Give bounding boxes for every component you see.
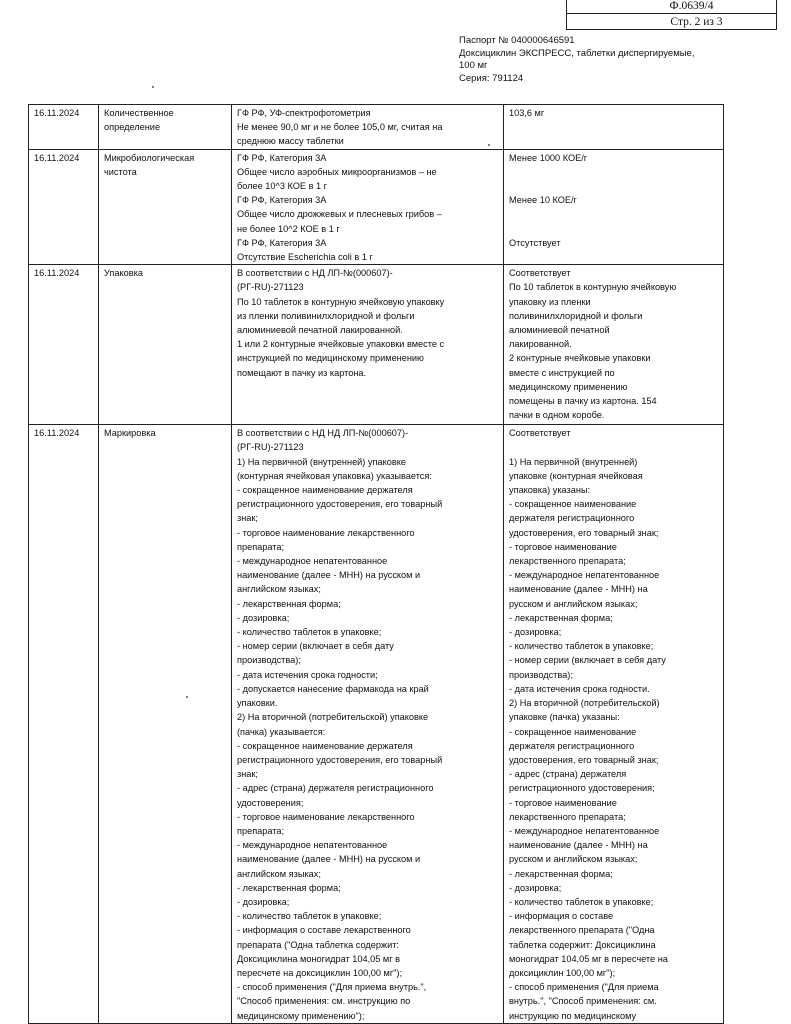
cell-text-line: - торговое наименование xyxy=(509,541,617,552)
cell-text-line: держателя регистрационного xyxy=(509,513,635,524)
cell-text-line: - количество таблеток в упаковке; xyxy=(509,641,654,652)
cell-text-line: - сокращенное наименование держателя xyxy=(237,740,413,751)
cell-text-line: ГФ РФ, Категория 3А xyxy=(237,152,327,163)
cell-text-line: - международное непатентованное xyxy=(237,840,388,851)
form-code-box xyxy=(566,0,777,30)
table-row xyxy=(29,425,724,1024)
cell-text-line: - информация о составе лекарственного xyxy=(237,925,411,936)
cell-text-line: не более 10^2 КОЕ в 1 г xyxy=(237,223,340,234)
cell-text-line: 2) На вторичной (потребительской) xyxy=(509,698,660,709)
cell-text-line: - дата истечения срока годности. xyxy=(509,683,650,694)
cell-text-line: знак; xyxy=(237,769,258,780)
cell-text-line: инструкцию по медицинскому xyxy=(509,1010,637,1021)
cell-text-line: ГФ РФ, Категория 3А xyxy=(237,195,327,206)
cell-text-line: Соответствует xyxy=(509,268,571,279)
cell-text-line: - дозировка; xyxy=(509,627,562,638)
cell-text-line: производства); xyxy=(237,655,301,666)
cell-text-line: из пленки поливинилхлоридной и фольги xyxy=(237,310,415,321)
cell-text-line: чистота xyxy=(104,166,137,177)
test-name-cell xyxy=(99,105,232,150)
cell-text-line: Количественное xyxy=(104,108,174,118)
result-cell xyxy=(504,149,724,265)
requirement-cell xyxy=(232,149,504,265)
cell-text-line: наименование (далее - МНН) на xyxy=(509,584,648,595)
cell-text-line: 16.11.2024 xyxy=(34,428,80,439)
cell-text-line: Упаковка xyxy=(104,268,143,279)
cell-text-line: (РГ-RU)-271123 xyxy=(237,282,304,293)
cell-text-line: 1 или 2 контурные ячейковые упаковки вместе с xyxy=(237,339,445,350)
cell-text-line: (РГ-RU)-271123 xyxy=(237,442,304,453)
cell-text-line: русском и английском языках; xyxy=(509,598,638,609)
cell-text-line: - количество таблеток в упаковке; xyxy=(237,627,382,638)
cell-text-line xyxy=(509,179,719,193)
date-cell xyxy=(29,149,99,265)
cell-text-line xyxy=(509,165,719,179)
cell-text-line: русском и английском языках; xyxy=(509,854,638,865)
cell-text-line: удостоверения; xyxy=(237,797,304,808)
cell-text-line: наименование (далее - МНН) на русском и xyxy=(237,570,421,581)
result-cell xyxy=(504,105,724,150)
cell-text-line: Отсутствие Escherichia coli в 1 г xyxy=(237,252,373,263)
cell-text-line: - дозировка; xyxy=(237,896,290,907)
cell-text-line: (пачка) указывается: xyxy=(237,726,326,737)
cell-text-line: Отсутствует xyxy=(509,237,561,248)
table-row xyxy=(29,265,724,425)
product-name-line1: Доксициклин ЭКСПРЕСС, таблетки диспергируемые, xyxy=(459,47,695,59)
cell-text-line: регистрационного удостоверения, его товарный xyxy=(237,499,443,510)
cell-text-line: - информация о составе xyxy=(509,911,614,922)
passport-number: Паспорт № 040000646591 xyxy=(459,35,575,46)
cell-text-line: наименование (далее - МНН) на русском и xyxy=(237,854,421,865)
cell-text-line: - лекарственная форма; xyxy=(509,868,613,879)
cell-text-line: - допускается нанесение фармакода на край xyxy=(237,683,429,694)
requirement-cell xyxy=(232,105,504,150)
cell-text-line: лекарственного препарата; xyxy=(509,556,626,567)
cell-text-line: медицинскому применению"); xyxy=(237,1010,365,1021)
date-cell xyxy=(29,425,99,1024)
cell-text-line: ГФ РФ, УФ-спектрофотометрия xyxy=(237,108,371,118)
cell-text-line: упаковке (пачка) указаны: xyxy=(509,712,620,723)
page-number: Стр. 2 из 3 xyxy=(670,16,723,28)
cell-text-line xyxy=(509,207,719,221)
cell-text-line: - сокращенное наименование xyxy=(509,726,637,737)
cell-text-line: алюминиевой печатной xyxy=(509,325,610,336)
cell-text-line: 103,6 мг xyxy=(509,108,545,118)
cell-text-line: По 10 таблеток в контурную ячейковую упаковку xyxy=(237,296,445,307)
cell-text-line: - сокращенное наименование xyxy=(509,499,637,510)
cell-text-line: Не менее 90,0 мг и не более 105,0 мг, считая на xyxy=(237,122,443,133)
passport-header xyxy=(459,35,695,85)
cell-text-line: определение xyxy=(104,122,161,133)
cell-text-line: упаковке (контурная ячейковая xyxy=(509,470,643,481)
cell-text-line: - дозировка; xyxy=(237,612,290,623)
cell-text-line: инструкцией по медицинскому применению xyxy=(237,353,424,364)
test-results-body xyxy=(29,105,724,1024)
form-code: Ф.0639/4 xyxy=(567,0,776,14)
cell-text-line: производства); xyxy=(509,669,573,680)
cell-text-line: Менее 10 КОЕ/г xyxy=(509,195,577,206)
cell-text-line: - номер серии (включает в себя дату xyxy=(237,641,394,652)
cell-text-line: - международное непатентованное xyxy=(509,570,660,581)
cell-text-line: держателя регистрационного xyxy=(509,740,635,751)
date-cell xyxy=(29,105,99,150)
cell-text-line: 2) На вторичной (потребительской) упаковке xyxy=(237,712,429,723)
cell-text-line: регистрационного удостоверения, его товарный xyxy=(237,754,443,765)
cell-text-line: - номер серии (включает в себя дату xyxy=(509,655,666,666)
cell-text-line: - лекарственная форма; xyxy=(237,882,341,893)
cell-text-line: - международное непатентованное xyxy=(509,825,660,836)
cell-text-line: - способ применения ("Для приема xyxy=(509,982,659,993)
cell-text-line: упаковка) указаны: xyxy=(509,485,591,496)
cell-text-line: - способ применения ("Для приема внутрь.", xyxy=(237,982,427,993)
cell-text-line: упаковку из пленки xyxy=(509,296,591,307)
cell-text-line: Маркировка xyxy=(104,428,156,439)
cell-text-line: - сокращенное наименование держателя xyxy=(237,485,413,496)
cell-text-line: 16.11.2024 xyxy=(34,152,80,163)
cell-text-line: - лекарственная форма; xyxy=(237,598,341,609)
test-name-cell xyxy=(99,425,232,1024)
cell-text-line: (контурная ячейковая упаковка) указывается: xyxy=(237,470,432,481)
table-row xyxy=(29,105,724,150)
cell-text-line: 1) На первичной (внутренней) упаковке xyxy=(237,456,406,467)
cell-text-line: пачки в одном коробе. xyxy=(509,410,605,421)
cell-text-line: доксициклин 100,00 мг"); xyxy=(509,967,616,978)
cell-text-line: препарата; xyxy=(237,825,285,836)
cell-text-line: - торговое наименование лекарственного xyxy=(237,811,415,822)
cell-text-line: моногидрат 104,05 мг в пересчете на xyxy=(509,953,668,964)
cell-text-line: 16.11.2024 xyxy=(34,108,80,118)
cell-text-line: помещают в пачку из картона. xyxy=(237,367,367,378)
cell-text-line: - дата истечения срока годности; xyxy=(237,669,378,680)
test-results-table xyxy=(28,104,724,1024)
scan-speck xyxy=(152,86,154,88)
cell-text-line: Менее 1000 КОЕ/г xyxy=(509,152,588,163)
cell-text-line: 2 контурные ячейковые упаковки xyxy=(509,353,651,364)
cell-text-line: "Способ применения: см. инструкцию по xyxy=(237,996,411,1007)
cell-text-line: - торговое наименование xyxy=(509,797,617,808)
cell-text-line: - дозировка; xyxy=(509,882,562,893)
cell-text-line: таблетка содержит: Доксициклина xyxy=(509,939,656,950)
cell-text-line: упаковки. xyxy=(237,698,278,709)
cell-text-line: - торговое наименование лекарственного xyxy=(237,527,415,538)
cell-text-line: медицинскому применению xyxy=(509,381,628,392)
cell-text-line: английском языках; xyxy=(237,584,321,595)
cell-text-line: среднюю массу таблетки xyxy=(237,136,344,147)
cell-text-line: - количество таблеток в упаковке; xyxy=(237,911,382,922)
cell-text-line: Доксициклина моногидрат 104,05 мг в xyxy=(237,953,401,964)
cell-text-line: удостоверения, его товарный знак; xyxy=(509,754,659,765)
cell-text-line xyxy=(509,440,719,454)
requirement-cell xyxy=(232,265,504,425)
test-name-cell xyxy=(99,265,232,425)
cell-text-line: Общее число дрожжевых и плесневых грибов – xyxy=(237,209,442,220)
cell-text-line: По 10 таблеток в контурную ячейковую xyxy=(509,282,677,293)
result-cell xyxy=(504,265,724,425)
cell-text-line: - адрес (страна) держателя регистрационного xyxy=(237,783,434,794)
cell-text-line: 16.11.2024 xyxy=(34,268,80,279)
cell-text-line: препарата; xyxy=(237,541,285,552)
cell-text-line: знак; xyxy=(237,513,258,524)
requirement-cell xyxy=(232,425,504,1024)
cell-text-line: - международное непатентованное xyxy=(237,556,388,567)
cell-text-line: лекарственного препарата; xyxy=(509,811,626,822)
product-name-line2: 100 мг xyxy=(459,60,488,72)
cell-text-line: лекарственного препарата ("Одна xyxy=(509,925,655,936)
cell-text-line: внутрь.", "Способ применения: см. xyxy=(509,996,657,1007)
cell-text-line: В соответствии с НД ЛП-№(000607)- xyxy=(237,268,393,279)
cell-text-line: - количество таблеток в упаковке; xyxy=(509,896,654,907)
cell-text-line: - адрес (страна) держателя xyxy=(509,769,627,780)
cell-text-line: более 10^3 КОЕ в 1 г xyxy=(237,181,328,192)
cell-text-line: - лекарственная форма; xyxy=(509,612,613,623)
cell-text-line: английском языках; xyxy=(237,868,321,879)
cell-text-line xyxy=(509,222,719,236)
cell-text-line: удостоверения, его товарный знак; xyxy=(509,527,659,538)
cell-text-line: 1) На первичной (внутренней) xyxy=(509,456,638,467)
cell-text-line: Соответствует xyxy=(509,428,571,439)
cell-text-line: наименование (далее - МНН) на xyxy=(509,840,648,851)
test-name-cell xyxy=(99,149,232,265)
cell-text-line: В соответствии с НД НД ЛП-№(000607)- xyxy=(237,428,409,439)
cell-text-line: помещены в пачку из картона. 154 xyxy=(509,396,657,407)
cell-text-line: ГФ РФ, Категория 3А xyxy=(237,237,327,248)
table-row xyxy=(29,149,724,265)
series-number: Серия: 791124 xyxy=(459,72,524,84)
cell-text-line: препарата ("Одна таблетка содержит: xyxy=(237,939,399,950)
date-cell xyxy=(29,265,99,425)
result-cell xyxy=(504,425,724,1024)
cell-text-line: поливинилхлоридной и фольги xyxy=(509,310,643,321)
cell-text-line: лакированной. xyxy=(509,339,572,350)
cell-text-line: Микробиологическая xyxy=(104,152,195,163)
cell-text-line: вместе с инструкцией по xyxy=(509,367,615,378)
cell-text-line: пересчете на доксициклин 100,00 мг"); xyxy=(237,967,403,978)
cell-text-line: Общее число аэробных микроорганизмов – не xyxy=(237,166,437,177)
cell-text-line: регистрационного удостоверения; xyxy=(509,783,655,794)
cell-text-line: алюминиевой печатной лакированной. xyxy=(237,325,403,336)
